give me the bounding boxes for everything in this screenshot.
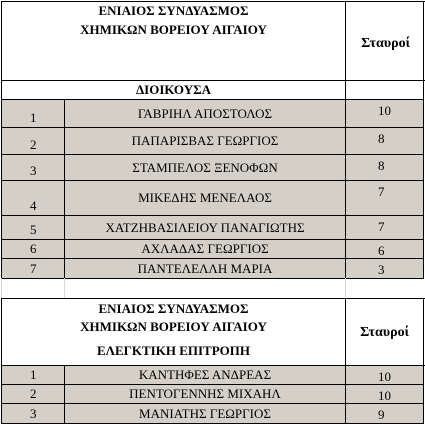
- section1-header-line1: ΕΝΙΑΙΟΣ ΣΥΝΔΥΑΣΜΟΣ: [98, 3, 249, 18]
- section1-subheader: ΔΙΟΙΚΟΥΣΑ: [1, 80, 346, 100]
- row-number: 2: [1, 384, 65, 404]
- row-name: ΜΙΚΕΔΗΣ ΜΕΝΕΛΑΟΣ: [64, 180, 346, 216]
- row-name: ΑΧΛΑΔΑΣ ΓΕΩΡΓΙΟΣ: [64, 239, 346, 259]
- section1-header-line2: ΧΗΜΙΚΩΝ ΒΟΡΕΙΟΥ ΑΙΓΑΙΟΥ: [80, 22, 267, 37]
- row-number: 7: [1, 258, 65, 279]
- row-number: 4: [1, 180, 65, 216]
- row-name: ΚΑΝΤΗΦΕΣ ΑΝΔΡΕΑΣ: [64, 365, 346, 385]
- row-crosses: 10: [345, 384, 424, 404]
- section1-crosses-header: Σταυροί: [361, 36, 410, 51]
- row-crosses: 6: [345, 239, 424, 259]
- row-crosses: 7: [345, 215, 424, 240]
- section2-crosses-header: Σταυροί: [360, 325, 409, 340]
- row-number: 3: [1, 403, 65, 424]
- section2-header-line2: ΧΗΜΙΚΩΝ ΒΟΡΕΙΟΥ ΑΙΓΑΙΟΥ: [80, 319, 267, 334]
- row-number: 1: [1, 99, 65, 128]
- row-number: 3: [1, 154, 65, 181]
- row-number: 1: [1, 365, 65, 385]
- section2-header-line1: ΕΝΙΑΙΟΣ ΣΥΝΔΥΑΣΜΟΣ: [98, 301, 249, 316]
- row-number: 6: [1, 239, 65, 259]
- row-crosses: 3: [345, 258, 424, 279]
- row-crosses: 8: [345, 154, 424, 181]
- row-name: ΠΑΠΑΡΙΣΒΑΣ ΓΕΩΡΓΙΟΣ: [64, 127, 346, 155]
- row-crosses: 10: [345, 365, 424, 385]
- row-name: ΓΑΒΡΙΗΛ ΑΠΟΣΤΟΛΟΣ: [64, 99, 346, 128]
- row-number: 5: [1, 215, 65, 240]
- row-name: ΜΑΝΙΑΤΗΣ ΓΕΩΡΓΙΟΣ: [64, 403, 346, 424]
- row-number: 2: [1, 127, 65, 155]
- row-crosses: 10: [345, 99, 424, 128]
- row-crosses: 8: [345, 127, 424, 155]
- row-name: ΠΑΝΤΕΛΕΛΛΗ ΜΑΡΙΑ: [64, 258, 346, 279]
- section1-subheader-crosses-empty: [345, 80, 424, 100]
- section2-subheader: ΕΛΕΓΚΤΙΚΗ ΕΠΙΤΡΟΠΗ: [96, 343, 251, 358]
- row-crosses: 9: [345, 403, 424, 424]
- row-name: ΠΕΝΤΟΓΕΝΝΗΣ ΜΙΧΑΗΛ: [64, 384, 346, 404]
- row-name: ΧΑΤΖΗΒΑΣΙΛΕΙΟΥ ΠΑΝΑΓΙΩΤΗΣ: [64, 215, 346, 240]
- row-name: ΣΤΑΜΠΕΛΟΣ ΞΕΝΟΦΩΝ: [64, 154, 346, 181]
- row-crosses: 7: [345, 180, 424, 216]
